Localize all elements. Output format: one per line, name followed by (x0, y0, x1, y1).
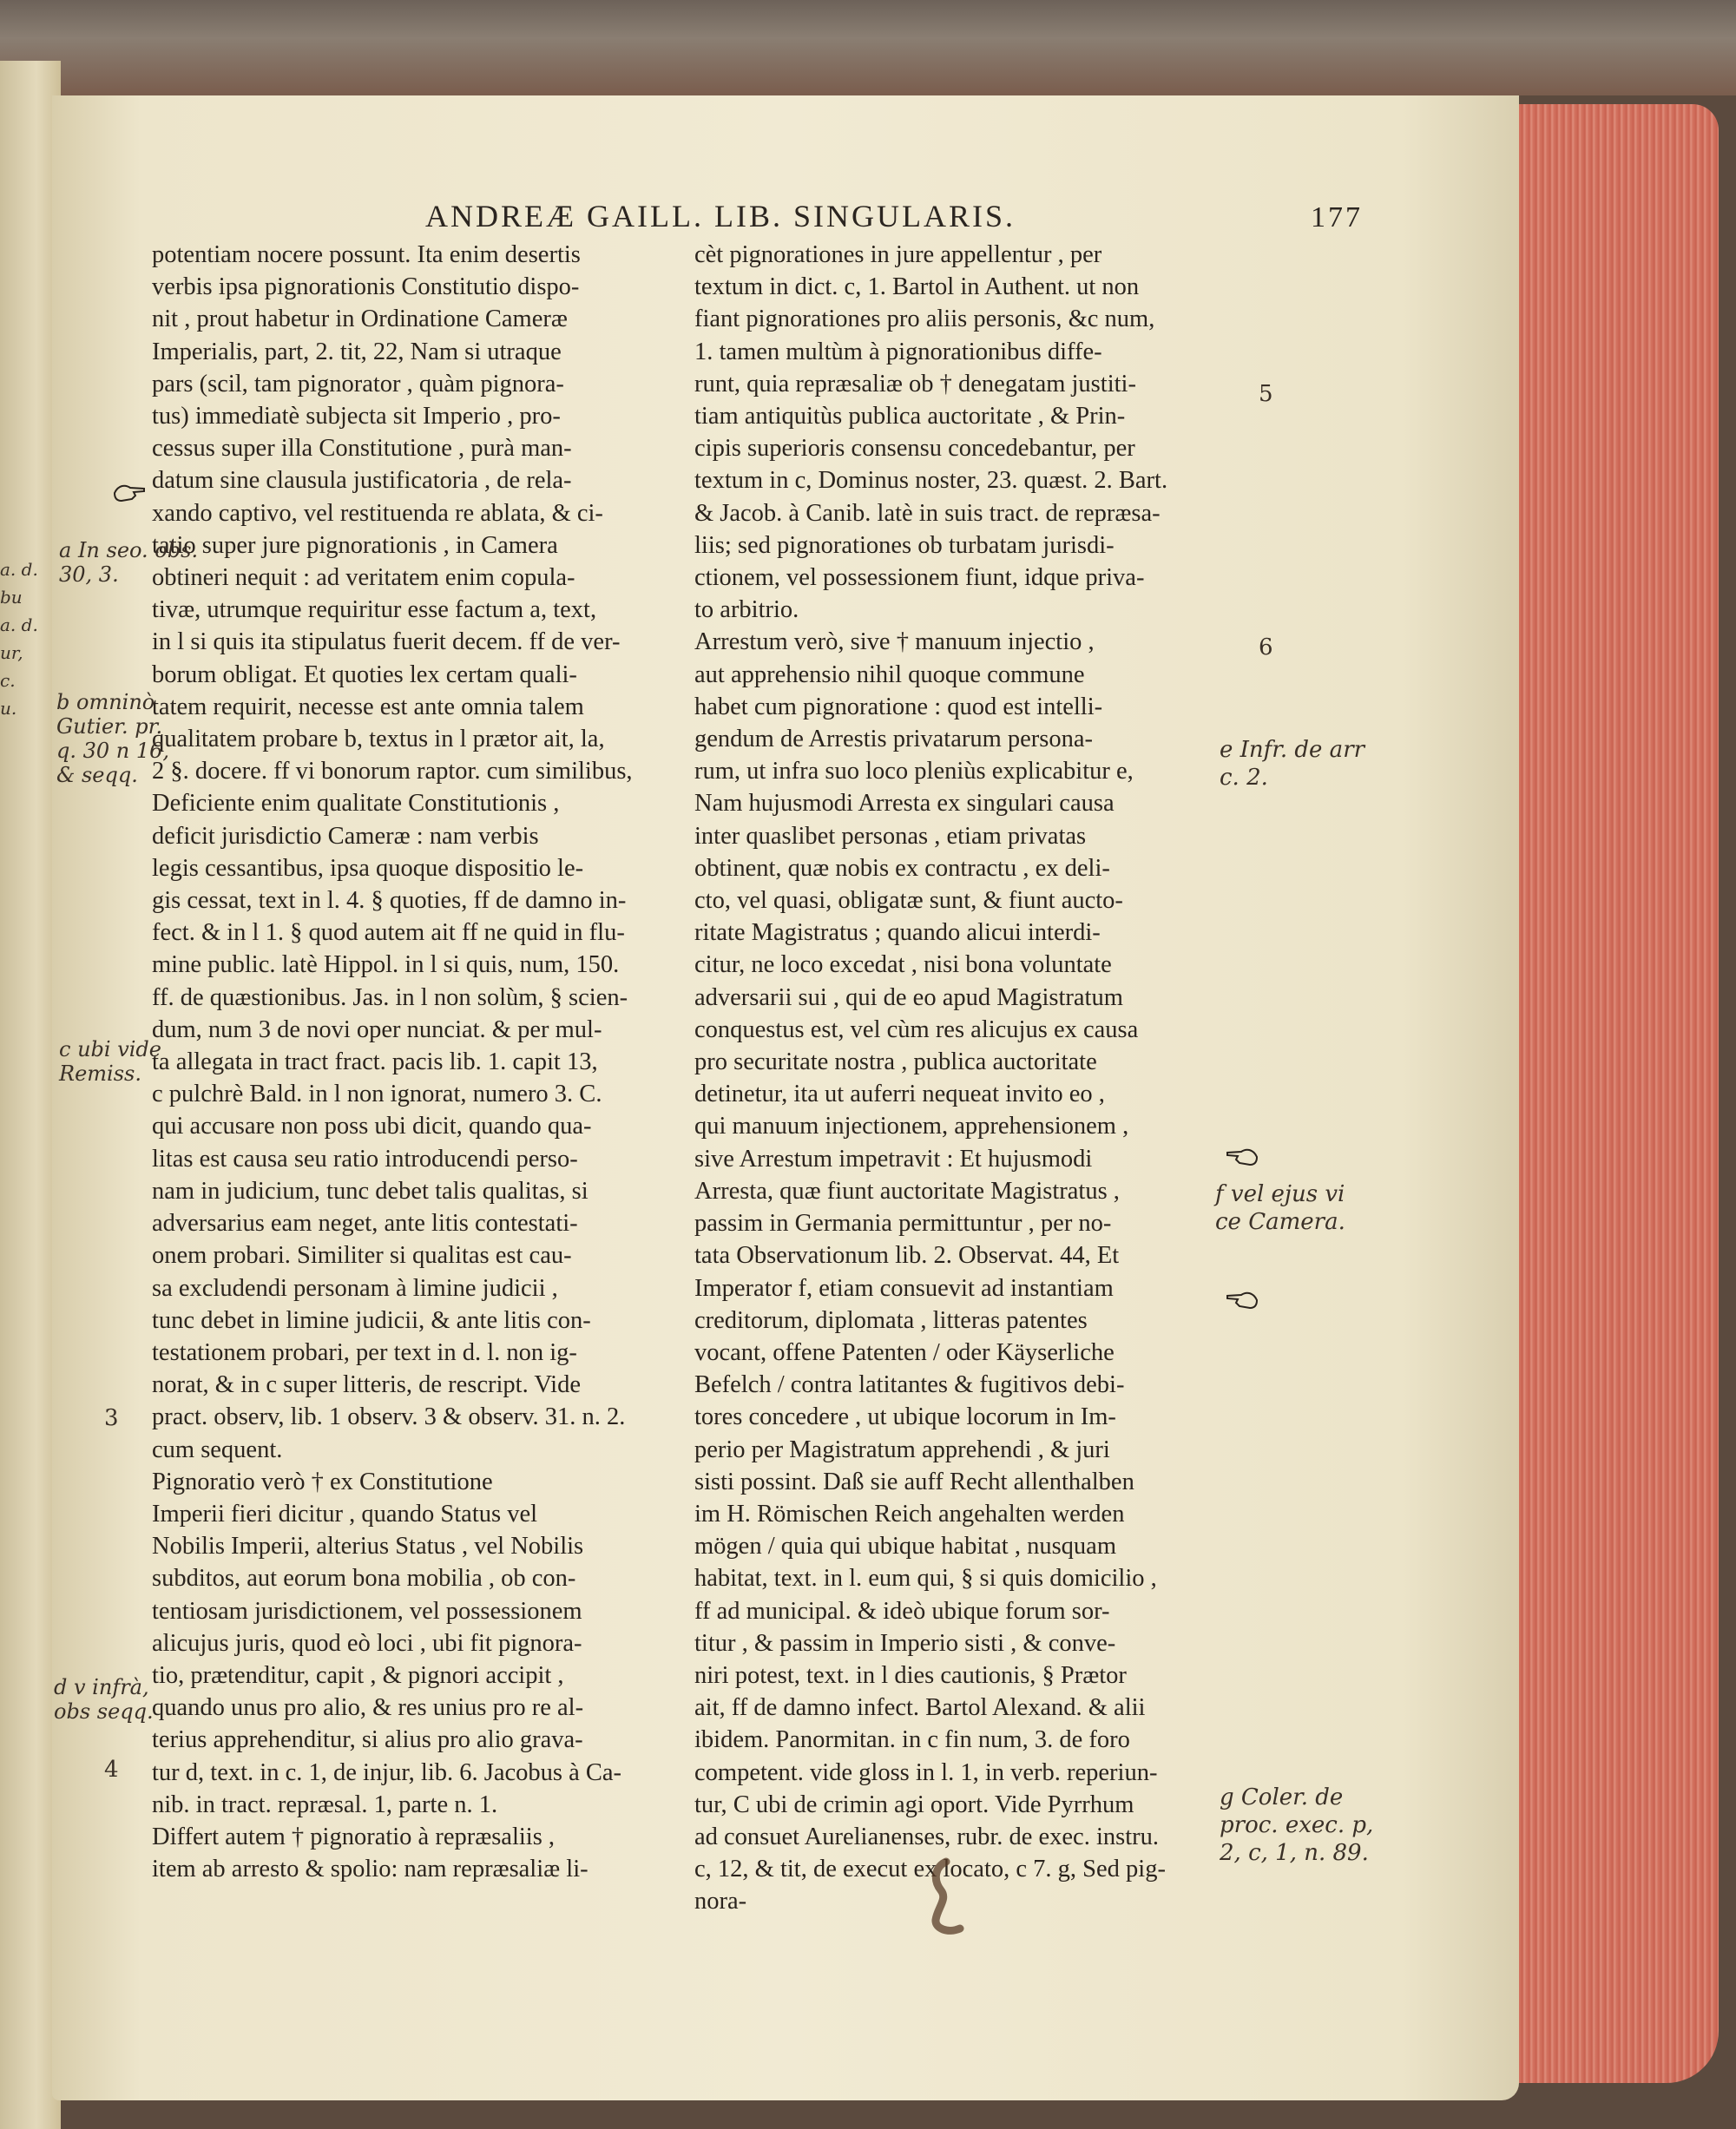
text-line: 1. tamen multùm à pignorationibus diffe- (694, 338, 1102, 365)
text-line: cessus super illa Constitutione , purà man- (152, 435, 572, 463)
text-line: c, 12, & tit, de execut ex locato, c 7. g, Sed pig- (694, 1856, 1166, 1883)
text-line: cipis superioris consensu concedebantur, per (694, 435, 1135, 463)
text-line: in l si quis ita stipulatus fuerit decem. ff de ver- (152, 628, 621, 656)
text-line: ff ad municipal. & ideò ubique forum sor- (694, 1597, 1110, 1625)
running-head-title: ANDREÆ GAILL. LIB. SINGULARIS. (425, 199, 1016, 233)
ink-stain-mark (920, 1857, 981, 1935)
text-line: borum obligat. Et quoties lex certam quali- (152, 660, 577, 688)
text-line: cto, vel quasi, obligatæ sunt, & fiunt aucto- (694, 887, 1123, 915)
text-line: mine public. latè Hippol. in l si quis, num, 150. (152, 951, 620, 979)
text-line: Arrestum verò, sive † manuum injectio , (694, 628, 1095, 656)
text-line: habitat, text. in l. eum qui, § si quis domicilio , (694, 1565, 1157, 1593)
facing-page-fragments (0, 555, 38, 722)
text-line: Nam hujusmodi Arresta ex singulari causa (694, 790, 1115, 818)
text-line: ibidem. Panormitan. in c fin num, 3. de foro (694, 1726, 1130, 1754)
pointing-hand-icon (113, 482, 148, 504)
text-line: creditorum, diplomata , litteras patentes (694, 1306, 1088, 1334)
text-line: Arresta, quæ fiunt auctoritate Magistratus , (694, 1177, 1120, 1205)
text-line: nib. in tract. repræsal. 1, parte n. 1. (152, 1791, 498, 1818)
left-margin-note-c: c ubi vide Remiss. (59, 1037, 161, 1086)
text-line: liis; sed pignorationes ob turbatam jurisdi- (694, 531, 1115, 559)
text-line: potentiam nocere possunt. Ita enim desertis (152, 241, 581, 268)
text-line: fect. & in l 1. § quod autem ait ff ne quid in flu- (152, 919, 625, 947)
left-margin-note-b: b omninò Gutier. pr. q. 30 n 16, & seqq. (56, 690, 170, 787)
left-margin-note-a: a In seo. obs. 30, 3. (59, 538, 199, 587)
text-line: tunc debet in limine judicii, & ante litis con- (152, 1306, 591, 1334)
text-line: runt, quia repræsaliæ ob † denegatam justiti- (694, 370, 1136, 398)
text-line: pract. observ, lib. 1 observ. 3 & observ. 31. n. 2. (152, 1403, 626, 1431)
text-line: citur, ne loco excedat , nisi bona voluntate (694, 951, 1112, 979)
text-line: ritate Magistratus ; quando alicui interdi- (694, 919, 1101, 947)
text-line: titur , & passim in Imperio sisti , & conve- (694, 1629, 1116, 1657)
text-line: 2 §. docere. ff vi bonorum raptor. cum similibus, (152, 758, 633, 785)
text-line: to arbitrio. (694, 596, 799, 624)
text-line: tiam antiquitùs publica auctoritate , & Prin- (694, 403, 1126, 430)
text-line: Differt autem † pignoratio à repræsaliis , (152, 1823, 556, 1850)
text-line: fiant pignorationes pro aliis personis, &c num, (694, 306, 1155, 333)
text-line: Deficiente enim qualitate Constitutionis , (152, 790, 560, 818)
text-line: rum, ut infra suo loco pleniùs explicabitur e, (694, 758, 1134, 785)
text-line: adversarius eam neget, ante litis contestati- (152, 1210, 578, 1238)
right-margin-number-5: 5 (1259, 381, 1273, 407)
text-line: pars (scil, tam pignorator , quàm pignora- (152, 370, 564, 398)
text-line: Pignoratio verò † ex Constitutione (152, 1468, 493, 1495)
text-line: im H. Römischen Reich angehalten werden (694, 1500, 1125, 1528)
text-line: sa excludendi personam à limine judicii , (152, 1274, 558, 1302)
facing-page-fragment: ur, (0, 642, 23, 663)
text-line: deficit jurisdictio Cameræ : nam verbis (152, 822, 539, 850)
left-margin-number-4: 4 (104, 1757, 119, 1783)
text-line: tus) immediatè subjecta sit Imperio , pro- (152, 403, 561, 430)
facing-page-fragment: a. d. (0, 614, 38, 635)
text-line: ait, ff de damno infect. Bartol Alexand. & alii (694, 1694, 1146, 1722)
text-line: nit , prout habetur in Ordinatione Cameræ (152, 306, 568, 333)
pointing-hand-icon (1224, 1146, 1259, 1168)
left-text-column (152, 239, 716, 1885)
text-line: Nobilis Imperii, alterius Status , vel Nobilis (152, 1533, 584, 1561)
text-line: item ab arresto & spolio: nam repræsaliæ li- (152, 1856, 589, 1883)
book-page (52, 95, 1519, 2100)
text-line: tivæ, utrumque requiritur esse factum a, text, (152, 596, 597, 624)
text-line: nam in judicium, tunc debet talis qualitas, si (152, 1177, 589, 1205)
text-line: ta allegata in tract fract. pacis lib. 1. capit 13, (152, 1048, 598, 1076)
facing-page-fragment: bu (0, 587, 23, 608)
text-line: cèt pignorationes in jure appellentur , per (694, 241, 1102, 268)
text-line: nora- (694, 1888, 747, 1915)
text-line: niri potest, text. in l dies cautionis, § Prætor (694, 1661, 1127, 1689)
text-line: legis cessantibus, ipsa quoque dispositio le- (152, 854, 584, 882)
left-margin-number-3: 3 (104, 1405, 119, 1431)
facing-page-fragment: u. (0, 698, 17, 719)
text-line: Befelch / contra latitantes & fugitivos debi- (694, 1371, 1125, 1399)
text-line: tur d, text. in c. 1, de injur, lib. 6. Jacobus à Ca- (152, 1758, 622, 1786)
text-line: gis cessat, text in l. 4. § quoties, ff de damno in- (152, 887, 627, 915)
text-line: adversarii sui , qui de eo apud Magistratum (694, 983, 1123, 1011)
right-margin-note-f: f vel ejus vi ce Camera. (1215, 1181, 1345, 1235)
text-line: conquestus est, vel cùm res alicujus ex causa (694, 1015, 1139, 1043)
right-margin-note-g: g Coler. de proc. exec. p, 2, c, 1, n. 89. (1220, 1784, 1374, 1866)
pointing-hand-icon (1224, 1289, 1259, 1311)
running-head (425, 198, 1380, 234)
text-line: ctionem, vel possessionem fiunt, idque priva- (694, 564, 1145, 592)
text-line: Imperii fieri dicitur , quando Status vel (152, 1500, 538, 1528)
text-line: dum, num 3 de novi oper nunciat. & per mul- (152, 1015, 602, 1043)
text-line: pro securitate nostra , publica auctoritate (694, 1048, 1097, 1076)
text-line: tatio super jure pignorationis , in Camera (152, 531, 558, 559)
text-line: qui manuum injectionem, apprehensionem , (694, 1113, 1129, 1140)
text-line: obtinent, quæ nobis ex contractu , ex deli- (694, 854, 1110, 882)
text-line: competent. vide gloss in l. 1, in verb. reperiun- (694, 1758, 1158, 1786)
text-line: datum sine clausula justificatoria , de rela- (152, 467, 572, 495)
text-line: norat, & in c super litteris, de rescript. Vide (152, 1371, 582, 1399)
text-line: tur, C ubi de crimin agi oport. Vide Pyrrhum (694, 1791, 1134, 1818)
text-line: tata Observationum lib. 2. Observat. 44, Et (694, 1242, 1120, 1270)
right-margin-note-e: e Infr. de arr c. 2. (1220, 737, 1365, 791)
text-line: obtineri nequit : ad veritatem enim copula- (152, 564, 575, 592)
text-line: tentiosam jurisdictionem, vel possessionem (152, 1597, 582, 1625)
text-line: quando unus pro alio, & res unius pro re al- (152, 1694, 584, 1722)
text-line: mögen / quia qui ubique habitat , nusquam (694, 1533, 1117, 1561)
text-line: qualitatem probare b, textus in l prætor ait, la, (152, 726, 605, 753)
text-line: sive Arrestum impetravit : Et hujusmodi (694, 1145, 1093, 1173)
text-line: detinetur, ita ut auferri nequeat invito eo , (694, 1081, 1105, 1108)
text-line: onem probari. Similiter si qualitas est cau- (152, 1242, 572, 1270)
text-line: passim in Germania permittuntur , per no- (694, 1210, 1112, 1238)
text-line: textum in c, Dominus noster, 23. quæst. 2. Bart. (694, 467, 1168, 495)
text-line: aut apprehensio nihil quoque commune (694, 660, 1085, 688)
text-line: ff. de quæstionibus. Jas. in l non solùm, § scien- (152, 983, 628, 1011)
text-line: litas est causa seu ratio introducendi perso- (152, 1145, 578, 1173)
facing-page-fragment: c. (0, 670, 16, 691)
text-line: sisti possint. Daß sie auff Recht allenthalben (694, 1468, 1134, 1495)
text-line: alicujus juris, quod eò loci , ubi fit pignora- (152, 1629, 582, 1657)
text-line: testationem probari, per text in d. l. non ig- (152, 1338, 577, 1366)
right-margin-number-6: 6 (1259, 634, 1273, 660)
text-line: habet cum pignoratione : quod est intelli- (694, 693, 1103, 720)
text-line: & Jacob. à Canib. latè in suis tract. de repræsa- (694, 499, 1161, 527)
text-line: vocant, offene Patenten / oder Käyserliche (694, 1338, 1115, 1366)
text-line: Imperator f, etiam consuevit ad instantiam (694, 1274, 1114, 1302)
page-number: 177 (1311, 201, 1363, 233)
text-line: perio per Magistratum apprehendi , & juri (694, 1436, 1110, 1463)
text-line: c pulchrè Bald. in l non ignorat, numero 3. C. (152, 1081, 602, 1108)
text-line: qui accusare non poss ubi dicit, quando qua- (152, 1113, 592, 1140)
left-margin-note-d: d v infrà, obs seqq. (54, 1675, 154, 1724)
text-line: inter quaslibet personas , etiam privatas (694, 822, 1087, 850)
text-line: tio, prætenditur, capit , & pignori accipit , (152, 1661, 564, 1689)
red-page-edges (1506, 104, 1719, 2083)
book-binding-top (0, 0, 1736, 95)
text-line: ad consuet Aurelianenses, rubr. de exec. instru. (694, 1823, 1160, 1850)
text-line: xando captivo, vel restituenda re ablata, & ci- (152, 499, 603, 527)
text-line: verbis ipsa pignorationis Constitutio dispo- (152, 273, 580, 301)
text-line: tatem requirit, necesse est ante omnia talem (152, 693, 584, 720)
text-line: subditos, aut eorum bona mobilia , ob con- (152, 1565, 576, 1593)
right-text-column (694, 239, 1259, 1918)
text-line: cum sequent. (152, 1436, 283, 1463)
text-line: terius apprehenditur, si alius pro alio grava- (152, 1726, 583, 1754)
text-line: gendum de Arrestis privatarum persona- (694, 726, 1094, 753)
facing-page-fragment: a. d. (0, 559, 38, 580)
text-line: textum in dict. c, 1. Bartol in Authent. ut non (694, 273, 1140, 301)
text-line: tores concedere , ut ubique locorum in Im- (694, 1403, 1116, 1431)
text-line: Imperialis, part, 2. tit, 22, Nam si utraque (152, 338, 562, 365)
